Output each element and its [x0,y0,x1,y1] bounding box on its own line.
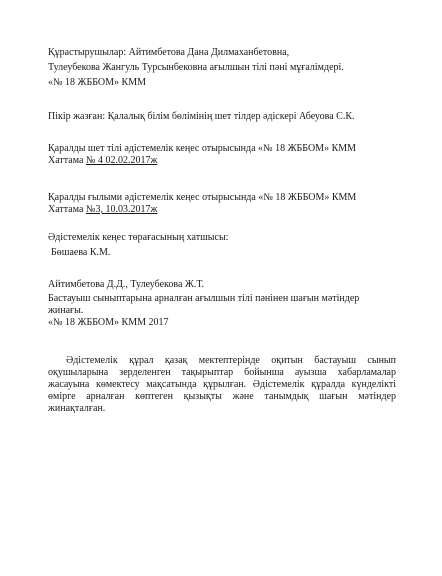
secretary-section [48,232,398,259]
citation-publisher: «№ 18 ЖББОМ» КММ 2017 [48,317,169,328]
review-section [48,111,398,123]
scientific-council-line: Қаралды ғылыми әдістемелік кеңес отырысында «№ 18 ЖББОМ» КММ [48,192,357,203]
compilers-line-1: Құрастырушылар: Айтимбетова Дана Дилмаханбетовна, [48,47,290,58]
methodical-council-line: Қаралды шет тілі әдістемелік кеңес отырысында «№ 18 ЖББОМ» КММ [48,143,357,154]
protocol-number-date: № 4 02.02.2017ж [85,155,158,166]
scientific-council-protocol [48,204,398,216]
scientific-council-section [48,192,398,216]
citation-title: Бастауыш сыныптарына арналған ағылшын тілі пәнінен шағын мәтіндер [48,293,360,304]
protocol-label: Хаттама [48,204,86,215]
secretary-name: Бөшаева К.М. [51,247,111,258]
compilers-section [48,47,398,89]
methodical-council-protocol [48,155,398,167]
citation-section [48,279,398,329]
methodical-council-section [48,143,398,167]
protocol-number-date: №3, 10.03.2017ж [85,204,158,215]
compilers-organization: «№ 18 ЖББОМ» КММ [48,77,146,88]
abstract-paragraph: Әдістемелік құрал қазақ мектептерінде оқитын бастауыш сынып оқушыларына зерделенген тақырыптар бойынша ауызша хабарламалар жасауына көмектесу мақсатында құрылған. Әдістемелік құралда күнделікті өмірге арналған көптеген қызықты және танымдық шағын мәтіндер жинақталған. [48,355,396,414]
citation-title-cont: жинағы. [48,305,84,316]
secretary-title: Әдістемелік кеңес төрағасының хатшысы: [48,232,229,243]
reviewer-line: Пікір жазған: Қалалық білім бөлімінің шет тілдер әдіскері Абеуова С.К. [48,111,355,122]
protocol-label: Хаттама [48,155,86,166]
citation-authors: Айтимбетова Д.Д., Тулеубекова Ж.Т. [48,279,204,290]
compilers-line-2: Тулеубекова Жангуль Турсынбековна ағылшын тілі пәні мұғалімдері. [48,62,344,73]
